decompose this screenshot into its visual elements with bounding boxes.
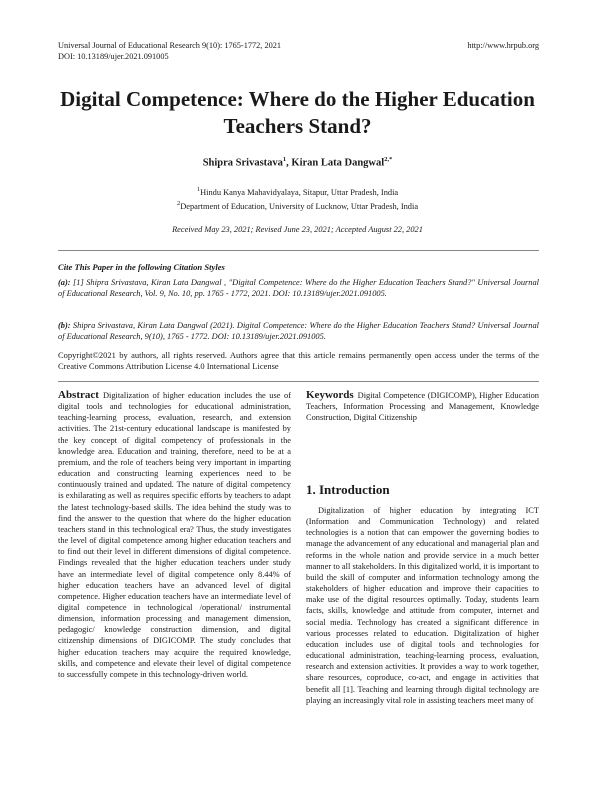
divider-bottom	[58, 381, 539, 382]
affiliation-2	[40, 198, 555, 212]
affiliations	[40, 184, 555, 212]
paper-title	[40, 86, 555, 140]
citation-a	[58, 277, 539, 299]
author-list	[40, 156, 555, 169]
keywords	[306, 390, 539, 423]
divider-top	[58, 250, 539, 251]
title-line-1: Digital Competence: Where do the Higher Education	[60, 87, 535, 111]
received-dates: Received May 23, 2021; Revised June 23, 2021; Accepted August 22, 2021	[172, 225, 423, 234]
citation-a-label: (a):	[58, 278, 71, 287]
author-separator: ,	[286, 157, 292, 169]
citation-a-text: [1] Shipra Srivastava, Kiran Lata Dangwal , "Digital Competence: Where do the Higher Education Teachers Stand?" Universal Journal of Educational Research, Vol. 9, No. 10, pp. 1765 - 1772, 2021. DOI: 10.13189/ujer.2021.091005.	[58, 278, 539, 299]
author-1-affil: 1	[282, 156, 287, 163]
keywords-heading: Keywords	[306, 389, 354, 401]
affiliation-2-text: Department of Education, University of Lucknow, Uttar Pradesh, India	[180, 201, 419, 211]
copyright-notice: Copyright©2021 by authors, all rights reserved. Authors agree that this article remains permanently open access under the terms of the Creative Commons Attribution License 4.0 International License	[58, 350, 539, 372]
citation-heading: Cite This Paper in the following Citation Styles	[58, 262, 225, 272]
abstract-text: Digitalization of higher education includes the use of digital tools and technologies for educational administration, teaching-learning process, evaluation, research, and extension activities. The 21st-century educational landscape is manifested by the key concept of digital competency of professionals in the knowledge area. Education and training, therefore, need to be at a premium, and the role of teachers being very important in imparting education and constructing learning experiences need to be continuously trained and updated. The nature of digital competency is exhilarating as well as requires specific efforts by teachers to adapt the latest technology-based skills. The idea behind the study was to find the answer to the question that where do the higher education teachers stand in this technological era? Thus, the study investigates the level of digital competence among higher education teachers and to find out their level in different dimensions of digital competence. Findings revealed that the higher education teachers under study have an intermediate level of digital competence only 8.44% of higher education teachers have an advanced level of digital competence. Higher education teachers have an intermediate level of digital competence in technological /operational/ instrumental dimension, information processing and management dimension, pedagogic/ knowledge construction dimension, and digital citizenship dimensions of DIGICOMP. The study concludes that higher education teachers may acquire the required knowledge, skills, and competence and elevate their level of digital competence to successfully compete in this technology-driven world.	[58, 391, 291, 679]
author-2-affil: 2,*	[384, 156, 393, 163]
title-line-2: Teachers Stand?	[223, 114, 372, 138]
doi-header: DOI: 10.13189/ujer.2021.091005	[58, 52, 169, 61]
citation-b-text: Shipra Srivastava, Kiran Lata Dangwal (2021). Digital Competence: Where do the Higher Education Teachers Stand? Universal Journal of Educational Research, 9(10), 1765 - 1772. DOI: 10.13189/ujer.2021.091005.	[58, 321, 539, 342]
journal-url[interactable]: http://www.hrpub.org	[467, 41, 539, 50]
journal-header: Universal Journal of Educational Research 9(10): 1765-1772, 2021	[58, 41, 282, 50]
citation-b-label: (b):	[58, 321, 71, 330]
abstract	[58, 390, 291, 680]
affiliation-1	[40, 184, 555, 198]
author-1: Shipra Srivastava	[202, 157, 283, 169]
citation-b	[58, 320, 539, 342]
affiliation-1-text: Hindu Kanya Mahavidyalaya, Sitapur, Uttar Pradesh, India	[200, 187, 399, 197]
author-2: Kiran Lata Dangwal	[291, 157, 385, 169]
affiliation-1-mark: 1	[196, 186, 201, 193]
abstract-heading: Abstract	[58, 389, 99, 401]
keywords-text: Digital Competence (DIGICOMP), Higher Education Teachers, Information Processing and Management, Knowledge Construction, Digital Citizenship	[306, 391, 539, 423]
introduction-heading: 1. Introduction	[306, 482, 390, 497]
affiliation-2-mark: 2	[176, 199, 181, 207]
introduction-text: Digitalization of higher education by integrating ICT (Information and Communication Technology) and related technologies is a notion that can empower the governing bodies to manage the advancement of any educational and managerial plan and reforms in the whole nation and provide service in a much better manner to all stakeholders. In this digitalized world, it is important to build the skill of computer and information technology among the stakeholders of higher education and improve their capacities to make use of the digital resources optimally. Today, students learn facts, skills, knowledge and attitude from computer, internet and social media. Technology has created a significant difference in various processes related to education. Digitalization of higher education includes use of digital tools and technologies for educational administration, teaching-learning process, evaluation, research and extension activities. It provides a way to work together, share resources, coproduce, co-act, and engage in activities that benefit all [1]. Teaching and learning through digital technology are playing an increasingly vital role in assisting teachers meet many of	[306, 506, 539, 705]
